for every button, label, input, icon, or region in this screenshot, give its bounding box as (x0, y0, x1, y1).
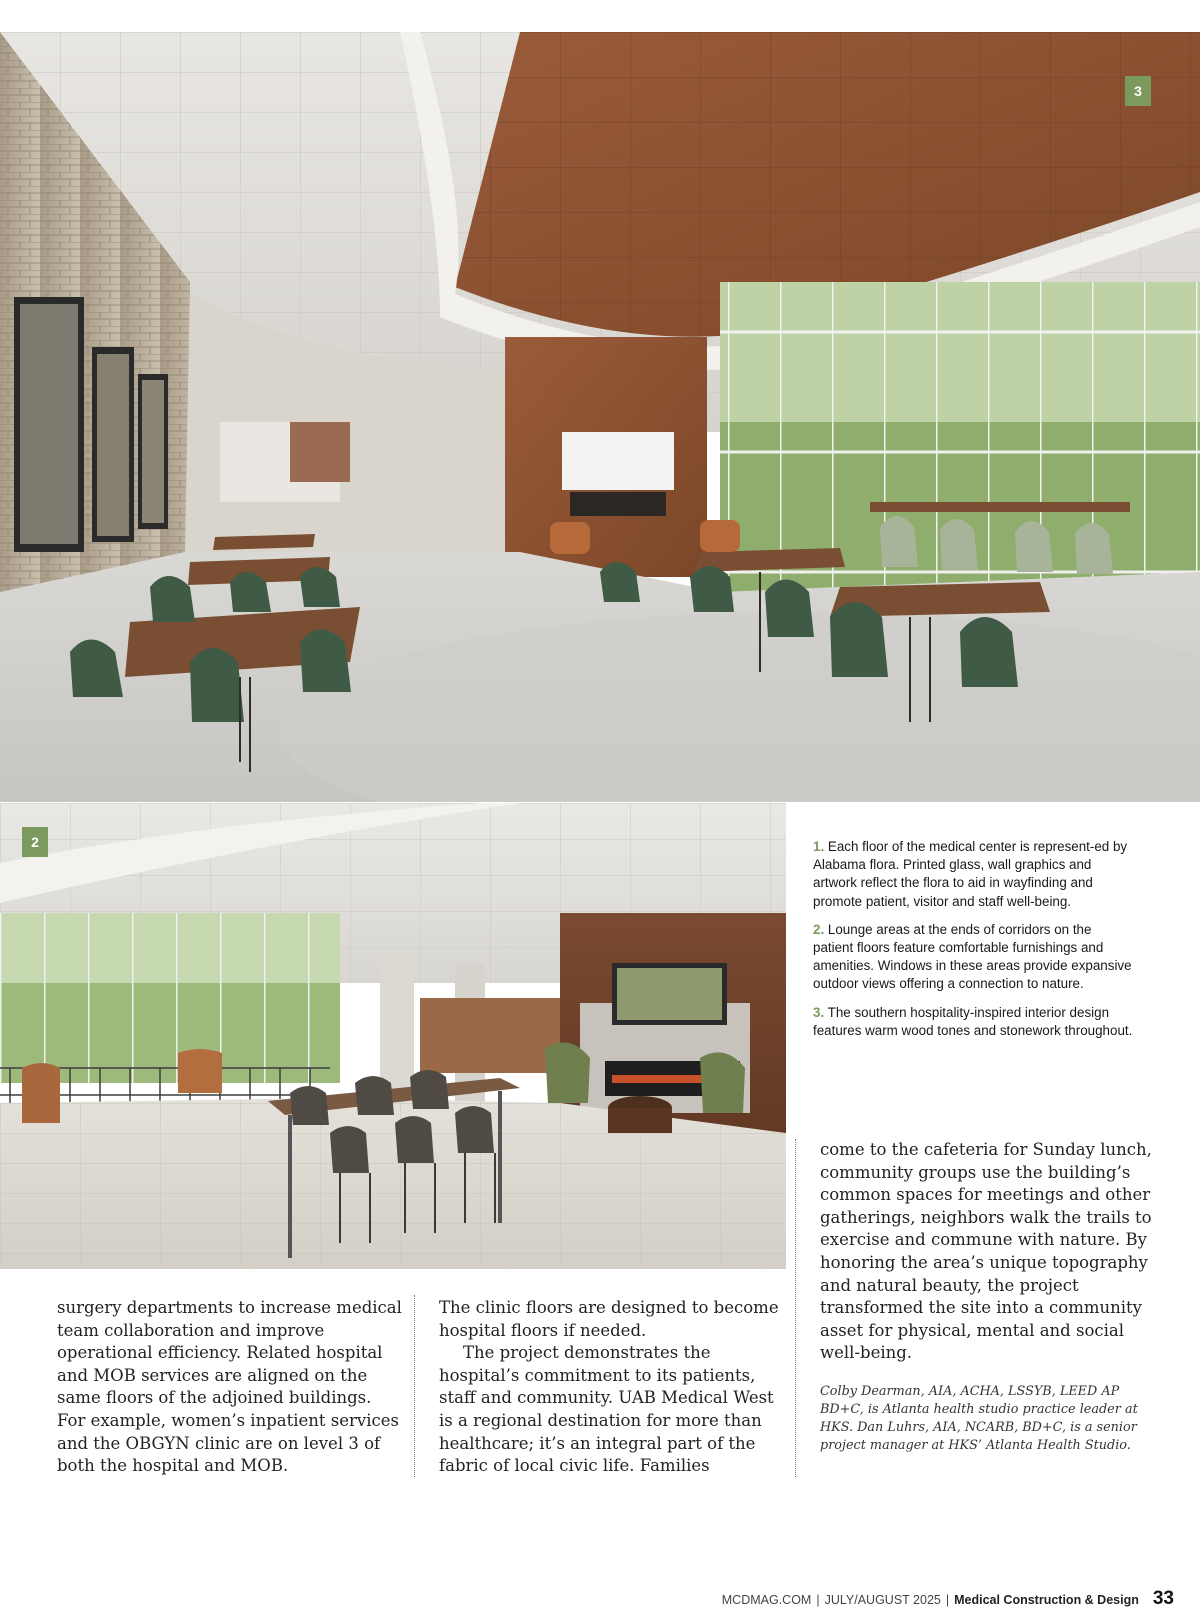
photo-lounge (0, 803, 786, 1269)
column-divider (414, 1295, 415, 1477)
caption-text: Each floor of the medical center is represent-ed by Alabama flora. Printed glass, wall graphics and artwork reflect the flora to aid in wayfinding and promote patient, visitor and staff well-being. (813, 839, 1128, 909)
footer-site: MCDMAG.COM (721, 1593, 812, 1607)
photo-cafeteria (0, 32, 1200, 802)
caption-2 (813, 921, 1133, 994)
article-paragraph: come to the cafeteria for Sunday lunch, community groups use the building’s common spaces for meetings and other gatherings, neighbors walk the trails to exercise and commune with nature. By honoring the area’s unique topography and natural beauty, the project transformed the site into a community asset for physical, mental and social well-being. (820, 1140, 1152, 1363)
article-paragraph: The clinic floors are designed to become hospital floors if needed. (439, 1298, 779, 1340)
article-paragraph: The project demonstrates the hospital’s commitment to its patients, staff and community. UAB Medical West is a regional destination for more than healthcare; it’s an integral part of the fabric of local civic life. Families (439, 1343, 774, 1476)
footer-publication: Medical Construction & Design (954, 1593, 1139, 1607)
photo-number-badge-3: 3 (1125, 76, 1151, 106)
photo-lounge-illustration (0, 803, 786, 1269)
photo-number-badge-2: 2 (22, 827, 48, 857)
footer-separator: | (945, 1593, 950, 1607)
caption-text: Lounge areas at the ends of corridors on the patient floors feature comfortable furnishings and amenities. Windows in these areas provide expansive outdoor views offering a connection to nature. (813, 921, 1132, 992)
caption-number: 2. (813, 921, 825, 937)
photo-captions (813, 838, 1133, 1050)
article-column-3 (820, 1139, 1166, 1455)
page-number: 33 (1152, 1588, 1174, 1609)
caption-text: The southern hospitality-inspired interior design features warm wood tones and stonework throughout. (813, 1004, 1133, 1038)
footer-issue: JULY/AUGUST 2025 (824, 1593, 941, 1607)
author-bio: Colby Dearman, AIA, ACHA, LSSYB, LEED AP BD+C, is Atlanta health studio practice leader at HKS. Dan Luhrs, AIA, NCARB, BD+C, is a senior project manager at HKS’ Atlanta Health Studio. (820, 1383, 1138, 1453)
article-column-1 (57, 1297, 403, 1478)
article-column-2 (439, 1297, 781, 1478)
page-footer (722, 1588, 1174, 1610)
caption-number: 1. (813, 839, 825, 854)
caption-1 (813, 838, 1133, 911)
caption-number: 3. (813, 1004, 825, 1020)
caption-3 (813, 1004, 1133, 1040)
column-divider (795, 1139, 796, 1477)
footer-separator: | (816, 1593, 820, 1607)
photo-cafeteria-illustration (0, 32, 1200, 802)
article-paragraph: surgery departments to increase medical team collaboration and improve operational efficiency. Related hospital and MOB services are aligned on the same floors of the adjoined buildings. For example, women’s inpatient services and the OBGYN clinic are on level 3 of both the hospital and MOB. (57, 1298, 402, 1476)
